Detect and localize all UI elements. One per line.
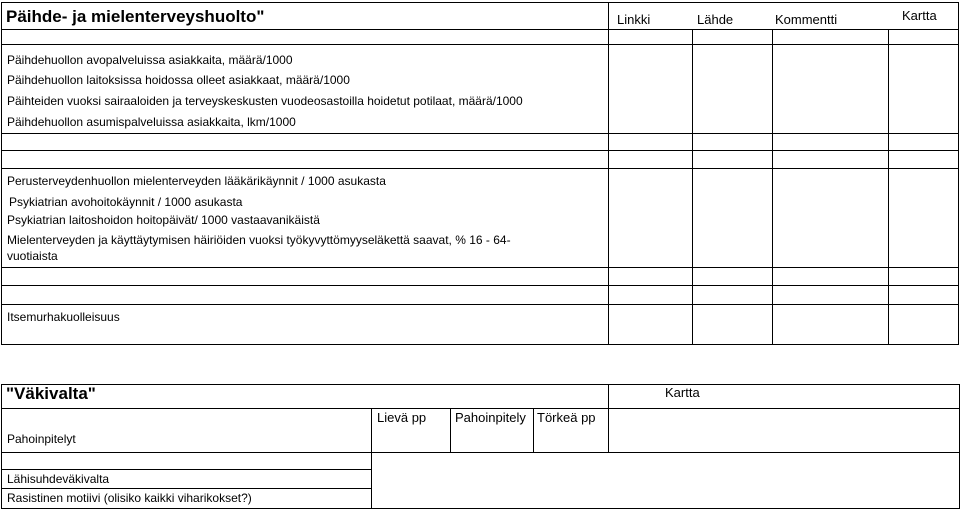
grid-line: [1, 29, 959, 30]
grid-line: [1, 384, 2, 509]
column-header-kartta: Kartta: [902, 8, 937, 23]
row-label: vuotiaista: [7, 249, 58, 263]
grid-line: [1, 452, 959, 453]
grid-line: [608, 2, 609, 345]
grid-line: [1, 384, 959, 385]
section2-kartta-header: Kartta: [665, 385, 700, 400]
grid-line: [608, 384, 609, 452]
row-label: Päihdehuollon avopalveluissa asiakkaita, määrä/1000: [7, 53, 293, 67]
grid-line: [1, 168, 959, 169]
grid-line: [772, 29, 773, 345]
column-header-linkki: Linkki: [617, 12, 651, 27]
row-label: Pahoinpitelyt: [7, 432, 76, 446]
row-label: Päihdehuollon asumispalveluissa asiakkaita, lkm/1000: [7, 115, 296, 129]
grid-line: [1, 408, 959, 409]
grid-line: [1, 44, 959, 45]
column-header-torkea-pp: Törkeä pp: [537, 410, 596, 425]
row-label: Päihteiden vuoksi sairaaloiden ja terveyskeskusten vuodeosastoilla hoidetut potilaat, määrä/1000: [7, 94, 523, 108]
section2-title: "Väkivalta": [6, 384, 96, 403]
column-header-pahoinpitely: Pahoinpitely: [455, 410, 526, 425]
grid-line: [1, 304, 959, 305]
section1-title: Päihde- ja mielenterveyshuolto": [6, 7, 265, 26]
row-label: Rasistinen motiivi (olisiko kaikki viharikokset?): [7, 491, 252, 505]
grid-line: [450, 408, 451, 452]
grid-line: [1, 267, 959, 268]
column-header-kommentti: Kommentti: [775, 12, 838, 27]
grid-line: [1, 150, 959, 151]
row-label: Psykiatrian avohoitokäynnit / 1000 asukasta: [9, 195, 243, 209]
column-header-lieva-pp: Lievä pp: [377, 410, 427, 425]
grid-line: [1, 133, 959, 134]
grid-line: [888, 29, 889, 345]
row-label: Psykiatrian laitoshoidon hoitopäivät/ 1000 vastaavanikäistä: [7, 213, 320, 227]
row-label: Mielenterveyden ja käyttäytymisen häiriöiden vuoksi työkyvyttömyyseläkettä saavat, % 16 - 64-: [7, 233, 511, 247]
grid-line: [533, 408, 534, 452]
grid-line: [1, 285, 959, 286]
grid-line: [371, 408, 372, 509]
column-header-lahde: Lähde: [697, 12, 734, 27]
row-label: Itsemurhakuolleisuus: [7, 310, 120, 324]
row-label: Perusterveydenhuollon mielenterveyden lääkärikäynnit / 1000 asukasta: [7, 174, 386, 188]
grid-line: [1, 469, 371, 470]
grid-line: [692, 29, 693, 345]
row-label: Päihdehuollon laitoksissa hoidossa olleet asiakkaat, määrä/1000: [7, 73, 350, 87]
row-label: Lähisuhdeväkivalta: [7, 472, 110, 486]
grid-line: [1, 488, 371, 489]
